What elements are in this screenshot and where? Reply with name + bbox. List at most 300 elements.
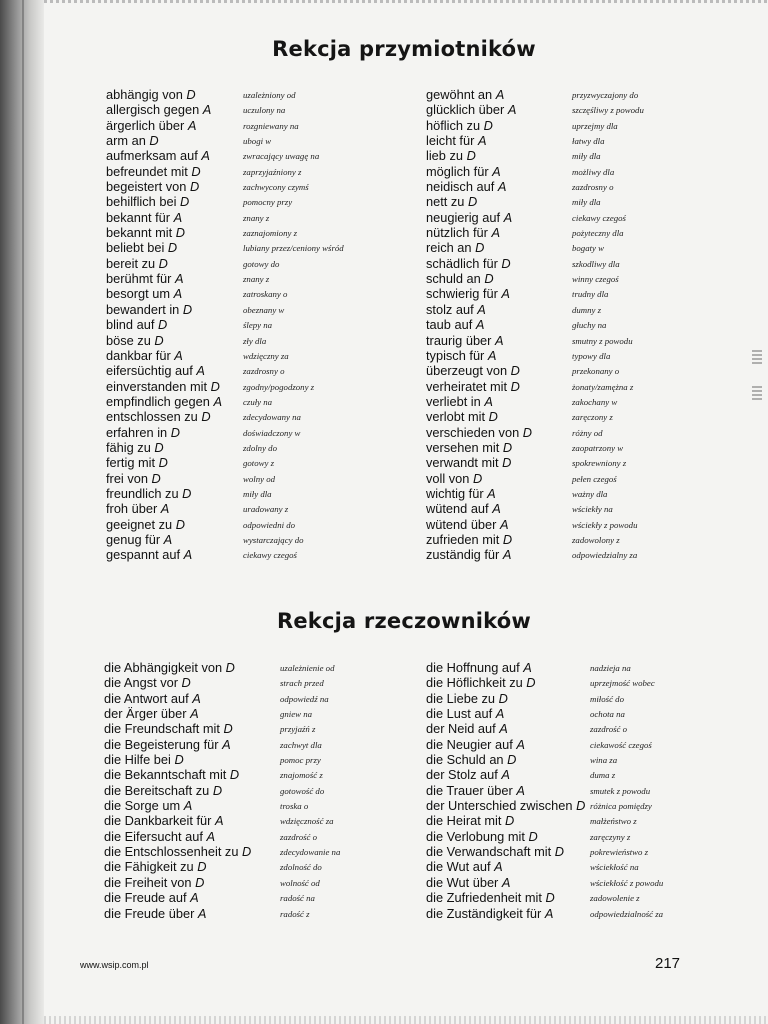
case-marker: A [477,133,487,149]
vocab-row [106,87,366,102]
german-phrase [426,425,532,440]
german-phrase [106,286,182,301]
case-marker: A [516,782,525,798]
case-marker: A [206,828,215,844]
polish-translation: czuły na [243,396,273,407]
german-phrase [106,179,199,194]
case-marker: D [510,378,520,394]
vocab-row [106,501,366,516]
vocab-row [106,256,366,271]
case-marker: A [222,736,231,752]
case-marker: D [528,828,538,844]
german-phrase [426,767,510,782]
polish-translation: zaopatrzony w [572,442,624,453]
german-words: der Stolz auf [426,767,498,783]
german-phrase [426,179,506,194]
case-marker: A [487,485,496,501]
vocab-row [106,379,366,394]
polish-translation: ciekawy czegoś [243,550,297,561]
german-words: der Unterschied zwischen [426,798,573,814]
polish-translation: miły dla [572,197,601,208]
case-marker: D [498,690,508,706]
polish-translation: przyzwyczajony do [572,90,639,100]
case-marker: D [510,363,520,379]
polish-translation: wściekłość na [590,862,639,873]
german-words: die Wut über [426,874,499,890]
case-marker: A [507,102,517,118]
german-phrase [106,148,210,163]
polish-translation: zdolny do [243,442,277,453]
polish-translation: zgodny/pogodzony z [243,381,315,392]
vocab-row [106,348,366,363]
polish-translation: doświadczony w [243,427,301,438]
polish-translation: ciekawy czegoś [572,212,626,223]
german-phrase [426,133,486,148]
german-words: verwandt mit [426,455,499,471]
german-phrase [104,675,191,690]
german-words: bekannt für [106,209,171,225]
german-phrase [426,256,511,271]
polish-translation: uzależnienie od [280,663,335,673]
german-words: möglich für [426,163,489,179]
german-words: die Schuld an [426,752,504,768]
vocab-row [426,118,686,133]
german-phrase [104,890,199,905]
polish-translation: możliwy dla [572,166,615,177]
german-words: fähig zu [106,439,151,455]
german-words: wütend über [426,516,497,532]
german-words: die Hoffnung auf [426,660,520,675]
case-marker: D [181,675,191,691]
case-marker: D [197,859,207,875]
polish-translation: pożyteczny dla [572,228,624,239]
vocab-row [426,706,696,721]
vocab-row [106,517,366,532]
vocab-row [106,271,366,286]
vocab-row [426,194,686,209]
german-phrase [426,844,564,859]
adjectives-left-column [106,87,366,563]
nouns-right-column [426,660,696,921]
german-phrase [106,225,185,240]
vocab-row [104,906,404,921]
german-words: nett zu [426,194,465,210]
vocab-row [426,363,686,378]
polish-translation: ważny dla [572,488,608,499]
german-words: die Heirat mit [426,813,502,829]
german-phrase [106,501,169,516]
vocab-row [106,486,366,501]
polish-translation: odpowiedzialność za [590,908,664,919]
case-marker: D [157,317,168,333]
polish-translation: wina za [590,755,618,766]
german-words: wichtig für [426,485,484,501]
vocab-row [426,783,696,798]
vocab-row [104,844,404,859]
german-words: verschieden von [426,424,520,440]
case-marker: D [182,485,192,501]
case-marker: D [488,409,498,425]
german-phrase [106,425,180,440]
german-words: zufrieden mit [426,531,500,547]
german-words: leicht für [426,133,475,149]
german-words: fertig mit [106,455,156,471]
vocab-row [106,194,366,209]
case-marker: D [180,194,190,210]
german-phrase [106,455,168,470]
nouns-left-column [104,660,404,921]
polish-translation: zazdrość o [590,724,628,735]
german-phrase [106,348,183,363]
case-marker: D [151,470,161,486]
case-marker: A [202,102,212,118]
german-words: verlobt mit [426,409,486,425]
vocab-row [106,440,366,455]
vocab-row [426,798,696,813]
case-marker: D [212,782,223,798]
german-phrase [426,471,482,486]
vocab-row [426,547,686,562]
polish-translation: lubiany przez/ceniony wśród [243,243,344,254]
german-words: überzeugt von [426,363,508,379]
vocab-row [426,87,686,102]
vocab-row [426,660,696,675]
polish-translation: pełen czegoś [572,473,617,484]
polish-translation: ślepy na [243,320,273,331]
footer-url: www.wsip.com.pl [80,960,149,970]
german-phrase [426,333,504,348]
vocab-row [426,859,696,874]
vocab-row [426,225,686,240]
german-words: nützlich für [426,225,488,241]
german-phrase [426,721,508,736]
polish-translation: zaręczony z [572,412,613,423]
vocab-row [106,240,366,255]
vocab-row [426,721,696,736]
polish-translation: wolny od [243,473,276,484]
case-marker: A [500,516,509,532]
german-phrase [106,256,168,271]
vocab-row [426,133,686,148]
polish-translation: trudny dla [572,289,609,300]
polish-translation: gniew na [280,709,313,720]
german-phrase [106,379,220,394]
vocab-row [426,409,686,424]
polish-translation: pomoc przy [280,755,321,766]
vocab-row [426,317,686,332]
case-marker: D [154,439,164,455]
german-words: böse zu [106,332,151,348]
german-words: typisch für [426,347,485,363]
polish-translation: szkodliwy dla [572,258,620,269]
german-phrase [426,379,520,394]
vocab-row [426,844,696,859]
polish-translation: łatwy dla [572,136,605,147]
case-marker: A [190,706,199,722]
polish-translation: zadowolony z [572,534,620,545]
german-phrase [426,271,494,286]
vocab-row [104,859,404,874]
case-marker: A [214,813,224,829]
vocab-row [426,179,686,194]
case-marker: D [167,240,178,256]
vocab-row [104,875,404,890]
german-words: die Höflichkeit zu [426,675,523,691]
polish-translation: nadzieja na [590,663,631,673]
polish-translation: zaprzyjaźniony z [243,166,302,177]
german-phrase [426,302,486,317]
polish-translation: wystarczający do [243,534,304,545]
vocab-row [104,829,404,844]
german-words: die Bereitschaft zu [104,782,210,798]
german-words: die Wut auf [426,859,491,875]
vocab-row [426,164,686,179]
german-phrase [106,317,167,332]
german-words: die Liebe zu [426,690,496,706]
case-marker: D [466,148,476,164]
vocab-row [106,225,366,240]
german-words: die Verlobung mit [426,828,525,844]
vocab-row [426,532,686,547]
polish-translation: dumny z [572,304,602,315]
german-phrase [106,102,211,117]
case-marker: A [173,209,183,225]
vocab-row [426,256,686,271]
case-marker: D [149,133,159,149]
vocab-row [426,875,696,890]
german-phrase [426,225,500,240]
vocab-row [104,767,404,782]
vocab-row [106,179,366,194]
vocab-row [426,210,686,225]
case-marker: A [492,163,501,179]
german-phrase [426,348,496,363]
polish-translation: ciekawość czegoś [590,739,652,750]
polish-translation: gotowy z [243,458,275,469]
polish-translation: uzależniony od [243,90,296,100]
german-words: taub auf [426,317,473,333]
case-marker: D [158,255,168,271]
german-words: berühmt für [106,271,172,287]
vocab-row [426,240,686,255]
top-rule [44,0,768,3]
polish-translation: uradowany z [243,504,289,515]
case-marker: D [475,240,485,256]
vocab-row [106,547,366,562]
german-phrase [426,394,493,409]
german-words: verliebt in [426,393,481,409]
german-phrase [106,471,161,486]
german-phrase [106,240,177,255]
german-words: die Freiheit von [104,874,192,890]
polish-translation: wdzięczność za [280,816,334,827]
german-phrase [426,798,585,813]
german-words: freundlich zu [106,485,179,501]
vocab-row [104,798,404,813]
case-marker: D [210,378,220,394]
case-marker: D [154,332,164,348]
german-words: die Sorge um [104,798,181,814]
case-marker: A [502,547,512,563]
german-phrase [104,691,201,706]
section-title-nouns: Rekcja rzeczowników [276,609,531,633]
polish-translation: uprzejmość wobec [590,678,655,689]
german-phrase [426,691,508,706]
german-words: ärgerlich über [106,117,185,133]
german-words: die Begeisterung für [104,736,219,752]
case-marker: A [174,347,183,363]
german-phrase [104,875,204,890]
case-marker: A [192,690,201,706]
german-phrase [106,194,189,209]
german-words: die Freundschaft mit [104,721,220,737]
vocab-row [104,752,404,767]
scan-mark [752,386,762,400]
case-marker: A [475,317,485,333]
case-marker: A [544,905,554,921]
case-marker: A [487,347,497,363]
german-phrase [104,767,239,782]
adjectives-right-column [426,87,686,563]
german-phrase [426,102,516,117]
case-marker: D [472,470,483,486]
german-phrase [426,148,476,163]
german-phrase [104,660,235,675]
german-phrase [426,660,532,675]
german-words: neugierig auf [426,209,500,225]
vocab-row [426,737,696,752]
page-number: 217 [655,955,681,972]
vocab-row [106,302,366,317]
vocab-row [426,471,686,486]
vocab-row [104,737,404,752]
polish-translation: uczulony na [243,105,286,116]
german-phrase [106,486,191,501]
case-marker: A [175,271,184,287]
german-phrase [426,87,504,102]
german-words: aufmerksam auf [106,148,198,164]
german-words: die Lust auf [426,706,493,722]
german-phrase [106,517,185,532]
vocab-row [106,148,366,163]
polish-translation: znajomość z [280,770,323,781]
case-marker: A [187,117,197,133]
vocab-row [106,363,366,378]
german-words: verheiratet mit [426,378,508,394]
polish-translation: wdzięczny za [243,350,289,361]
german-phrase [104,737,231,752]
german-words: beliebt bei [106,240,165,256]
case-marker: D [225,660,235,675]
case-marker: D [483,117,493,133]
binding-line [22,0,24,1024]
german-words: allergisch gegen [106,102,200,118]
polish-translation: odpowiedź na [280,693,329,704]
polish-translation: przyjaźń z [280,724,316,735]
german-words: begeistert von [106,179,187,195]
case-marker: A [196,363,205,379]
case-marker: D [467,194,478,210]
polish-translation: smutny z powodu [572,335,633,346]
german-phrase [104,906,206,921]
case-marker: A [183,798,193,814]
case-marker: A [484,393,493,409]
case-marker: A [501,286,510,302]
case-marker: A [173,286,183,302]
vocab-row [104,890,404,905]
german-phrase [106,118,196,133]
german-words: stolz auf [426,301,474,317]
polish-translation: wściekły z powodu [572,519,638,530]
german-words: besorgt um [106,286,171,302]
german-words: schwierig für [426,286,498,302]
vocab-row [426,271,686,286]
german-words: froh über [106,501,158,517]
case-marker: D [507,752,517,768]
german-phrase [426,675,536,690]
case-marker: A [494,859,503,875]
polish-translation: różny od [572,427,603,438]
german-phrase [426,455,511,470]
polish-translation: znany z [243,212,270,223]
german-words: die Abhängigkeit von [104,660,223,675]
case-marker: D [174,752,184,768]
german-words: empfindlich gegen [106,393,210,409]
polish-translation: zazdrość o [280,831,318,842]
vocab-row [426,691,696,706]
case-marker: A [492,501,501,517]
german-words: bewandert in [106,301,180,317]
polish-translation: odpowiedzialny za [572,550,638,561]
vocab-row [104,813,404,828]
polish-translation: różnica pomiędzy [590,801,652,812]
case-marker: D [484,271,494,287]
german-words: behilflich bei [106,194,177,210]
polish-translation: znany z [243,274,270,285]
german-phrase [106,333,164,348]
vocab-row [106,471,366,486]
case-marker: D [175,225,185,241]
german-phrase [426,737,525,752]
german-phrase [426,532,512,547]
case-marker: A [499,721,508,737]
polish-translation: wściekłość z powodu [590,877,664,888]
german-phrase [104,829,215,844]
german-phrase [106,87,196,102]
polish-translation: wściekły na [572,504,613,515]
polish-translation: winny czegoś [572,274,619,285]
case-marker: A [501,767,510,783]
case-marker: D [502,531,513,547]
case-marker: A [495,87,505,102]
polish-translation: gotowy do [243,258,280,269]
german-words: die Zuständigkeit für [426,905,542,921]
german-phrase [426,118,493,133]
german-words: die Freude auf [104,890,187,906]
vocab-row [104,660,404,675]
vocab-row [426,829,696,844]
vocab-row [106,164,366,179]
german-phrase [106,133,159,148]
polish-translation: zachwyt dla [280,739,322,750]
polish-translation: odpowiedni do [243,519,296,530]
vocab-row [426,906,696,921]
vocab-row [426,148,686,163]
german-words: gespannt auf [106,547,181,563]
vocab-row [426,813,696,828]
german-words: reich an [426,240,472,256]
german-phrase [426,409,498,424]
